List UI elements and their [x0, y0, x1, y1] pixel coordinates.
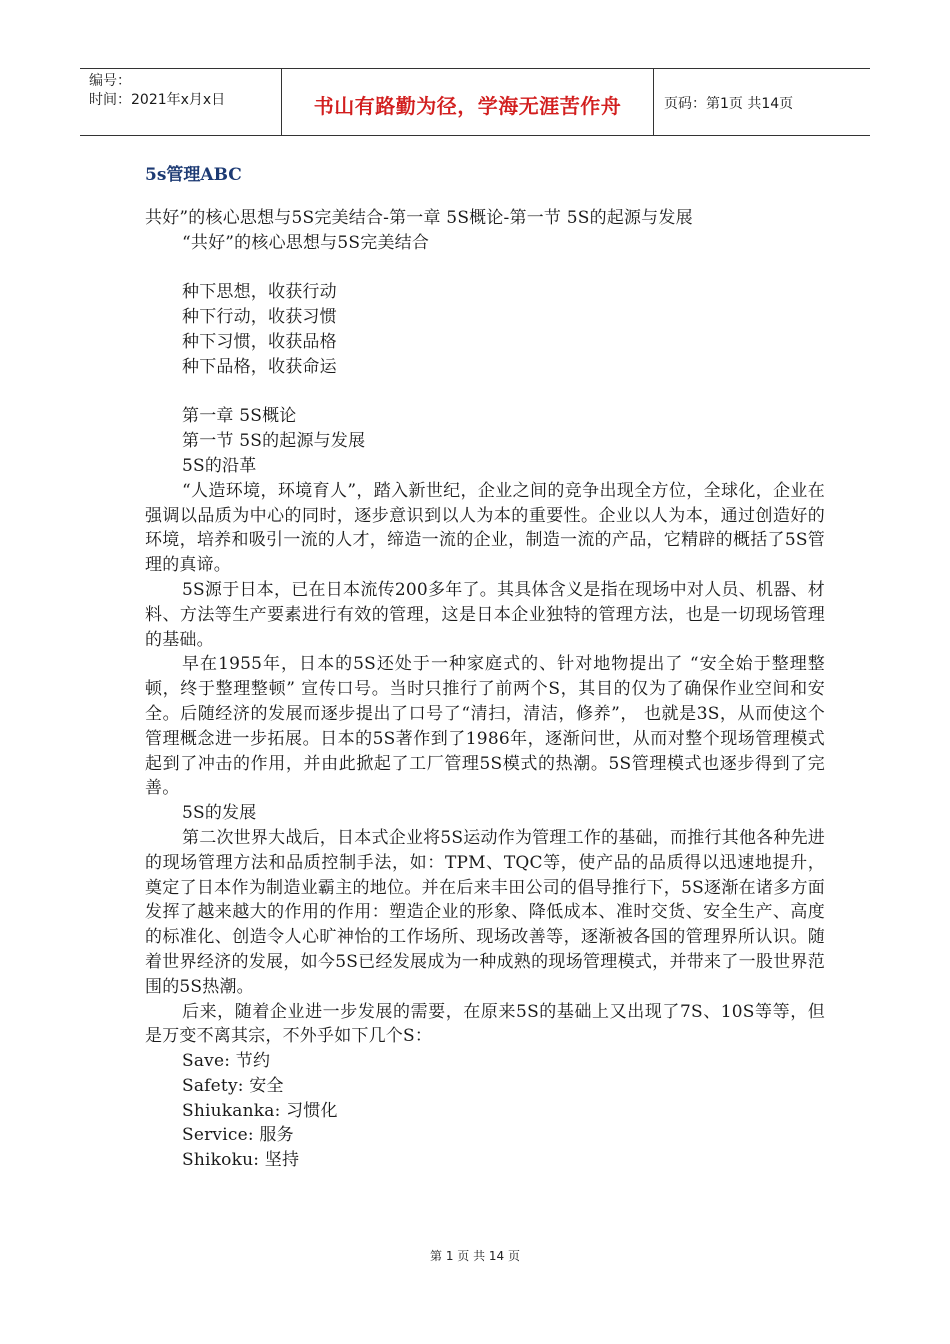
list-item: Shiukanka: 习惯化: [182, 1100, 338, 1121]
paragraph: “人造环境，环境育人”，踏入新世纪，企业之间的竞争出现全方位，全球化，企业在强调以品质为中心的同时，逐步意识到以人为本的重要性。企业以人为本，通过创造好的环境，培养和吸引一流的人才，缔造一流的企业，制造一流的产品，它精辟的概括了5S管理的真谛。: [145, 480, 825, 576]
paragraph: 5S源于日本，已在日本流传200多年了。其具体含义是指在现场中对人员、机器、材料、方法等生产要素进行有效的管理，这是日本企业独特的管理方法，也是一切现场管理的基础。: [145, 579, 825, 650]
paragraph: 后来，随着企业进一步发展的需要，在原来5S的基础上又出现了7S、10S等等，但是万变不离其宗，不外乎如下几个S：: [145, 1001, 825, 1047]
header-meta: [80, 69, 282, 135]
chapter-heading: 第一章 5S概论: [182, 406, 297, 427]
paragraph: 第二次世界大战后，日本式企业将5S运动作为管理工作的基础，而推行其他各种先进的现场管理方法和品质控制手法，如：TPM、TQC等，使产品的品质得以迅速地提升，奠定了日本作为制造业霸主的地位。并在后来丰田公司的倡导推行下，5S逐渐在诸多方面发挥了越来越大的作用的作用：塑造企业的形象、降低成本、准时交货、安全生产、高度的标准化、创造令人心旷神怡的工作场所、现场改善等，逐渐被各国的管理界所认识。随着世界经济的发展，如今5S已经发展成为一种成熟的现场管理模式，并带来了一股世界范围的5S热潮。: [145, 827, 825, 997]
list-item: Service: 服务: [182, 1125, 294, 1146]
paragraph: 共好”的核心思想与5S完美结合-第一章 5S概论-第一节 5S的起源与发展: [145, 208, 693, 228]
paragraph: 早在1955年，日本的5S还处于一种家庭式的、针对地物提出了 “安全始于整理整顿，终于整理整顿” 宣传口号。当时只推行了前两个S，其目的仅为了确保作业空间和安全。后随经济的发展而逐步提出了口号了“清扫，清洁，修养”， 也就是3S，从而使这个管理概念进一步拓展。日本的5S著作到了1986年，逐渐问世，从而对整个现场管理模式起到了冲击的作用，并由此掀起了工厂管理5S模式的热潮。5S管理模式也逐步得到了完善。: [145, 654, 825, 799]
paragraph: 种下思想，收获行动: [182, 282, 337, 303]
header-time: 时间：2021年x月x日: [89, 92, 226, 108]
list-item: Safety: 安全: [182, 1075, 284, 1096]
document-title: 5s管理ABC: [145, 165, 242, 185]
header-slogan: 书山有路勤为径，学海无涯苦作舟: [282, 69, 654, 135]
paragraph: “共好”的核心思想与5S完美结合: [182, 232, 430, 253]
header-page-info: 页码：第1页 共14页: [664, 96, 794, 112]
subsection-heading: 5S的发展: [182, 803, 257, 824]
paragraph: 种下行动，收获习惯: [182, 307, 337, 328]
list-item: Save: 节约: [182, 1051, 271, 1072]
subsection-heading: 5S的沿革: [182, 455, 257, 476]
document-body: [145, 206, 825, 1173]
header-number: 编号：: [89, 73, 131, 89]
page-footer: 第 1 页 共 14 页: [430, 1249, 520, 1263]
paragraph: 种下品格，收获命运: [182, 356, 337, 377]
page-header: [80, 68, 870, 136]
section-heading: 第一节 5S的起源与发展: [182, 431, 366, 452]
list-item: Shikoku: 坚持: [182, 1150, 300, 1171]
paragraph: 种下习惯，收获品格: [182, 331, 337, 352]
